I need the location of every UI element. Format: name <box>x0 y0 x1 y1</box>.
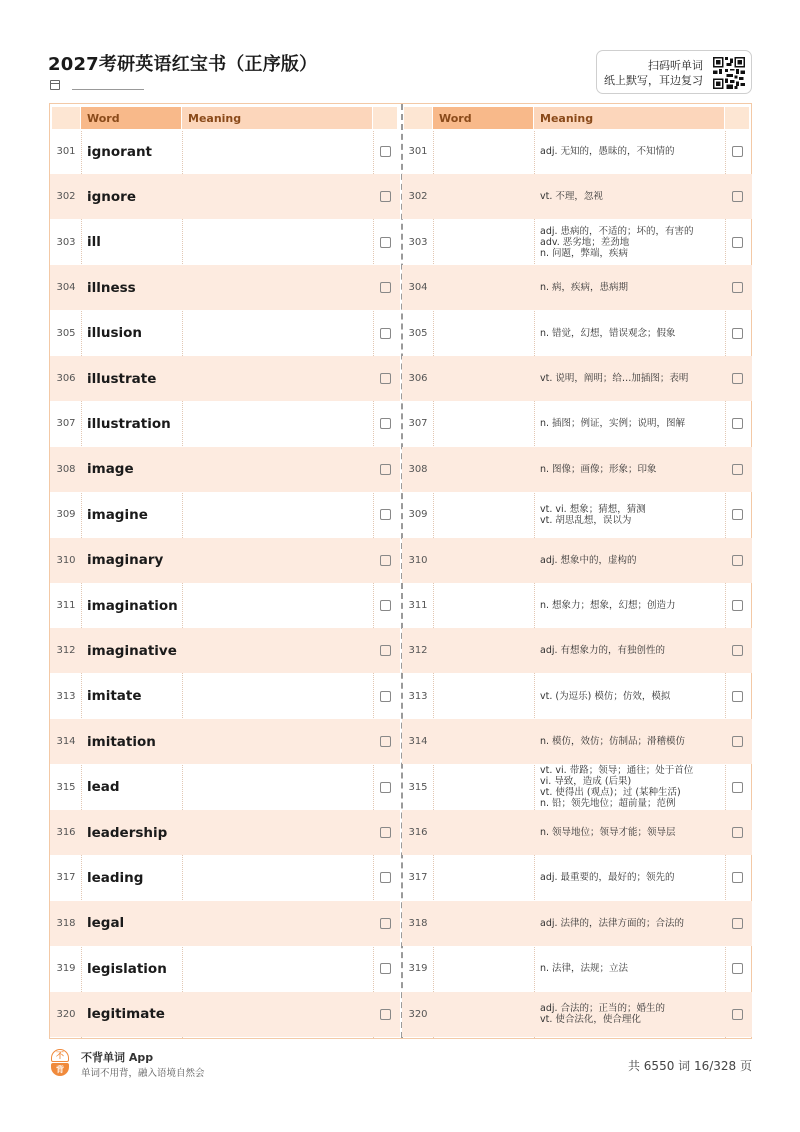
meaning-cell <box>534 265 724 310</box>
table-row <box>50 356 400 401</box>
table-row <box>402 220 752 265</box>
word-cell <box>433 901 533 946</box>
word-cell: imagination <box>87 597 178 614</box>
page-info: 共 6550 词 16/328 页 <box>627 1059 752 1073</box>
meaning-cell <box>534 583 724 628</box>
vocabulary-table <box>49 103 752 1039</box>
row-checkbox[interactable] <box>732 918 743 929</box>
meaning-line: vt. vi. 带路；领导；通往；处于首位 <box>540 765 694 777</box>
table-row <box>50 674 400 719</box>
row-checkbox[interactable] <box>732 1009 743 1020</box>
word-cell: leadership <box>87 824 168 841</box>
row-number: 310 <box>56 554 76 566</box>
footer-slogan: 单词不用背，融入语境自然会 <box>81 1068 205 1079</box>
word-cell: ignore <box>87 188 136 205</box>
row-checkbox[interactable] <box>380 146 391 157</box>
row-checkbox[interactable] <box>380 282 391 293</box>
row-checkbox[interactable] <box>380 872 391 883</box>
meaning-cell <box>182 401 372 446</box>
header-check-cell <box>373 107 397 129</box>
calendar-icon <box>50 80 60 90</box>
table-row <box>402 401 752 446</box>
meaning-cell <box>534 674 724 719</box>
row-number: 320 <box>56 1008 76 1020</box>
word-cell: illustrate <box>87 370 157 387</box>
meaning-line: vt. 使合法化，使合理化 <box>540 1014 641 1026</box>
table-row <box>402 992 752 1037</box>
meaning-cell <box>534 946 724 991</box>
row-checkbox[interactable] <box>380 555 391 566</box>
check-cell <box>725 311 749 356</box>
word-cell: ill <box>87 234 101 251</box>
table-row <box>50 992 400 1037</box>
meaning-line: vt. 不理，忽视 <box>540 191 603 203</box>
row-checkbox[interactable] <box>380 963 391 974</box>
word-cell: illusion <box>87 325 143 342</box>
row-number: 303 <box>408 236 428 248</box>
word-cell <box>433 719 533 764</box>
row-checkbox[interactable] <box>732 645 743 656</box>
meaning-line: n. 插图；例证，实例；说明，图解 <box>540 418 686 430</box>
word-cell <box>433 765 533 810</box>
meaning-cell <box>182 628 372 673</box>
table-row <box>402 719 752 764</box>
meaning-line: n. 问题，弊端，疾病 <box>540 247 629 259</box>
row-checkbox[interactable] <box>380 691 391 702</box>
row-checkbox[interactable] <box>732 373 743 384</box>
table-row <box>50 265 400 310</box>
check-cell <box>373 401 397 446</box>
app-logo-icon <box>51 1049 71 1077</box>
meaning-line: vt. 说明，阐明；给…加插图；表明 <box>540 373 689 384</box>
check-cell <box>725 901 749 946</box>
row-checkbox[interactable] <box>380 736 391 747</box>
meaning-cell <box>182 946 372 991</box>
row-number: 307 <box>56 418 76 430</box>
meaning-line: vi. 导致，造成 (后果) <box>540 776 632 788</box>
meaning-line: adj. 最重要的，最好的；领先的 <box>540 872 675 884</box>
meaning-cell <box>182 855 372 900</box>
meaning-line: adj. 想象中的，虚构的 <box>540 554 637 566</box>
table-row <box>50 583 400 628</box>
meaning-cell <box>534 129 724 174</box>
check-cell <box>373 447 397 492</box>
row-number: 308 <box>56 463 76 475</box>
meaning-line: vt. 使得出 (观点)；过 (某种生活) <box>540 787 681 799</box>
table-row <box>402 492 752 537</box>
check-cell <box>373 583 397 628</box>
table-row <box>50 401 400 446</box>
table-row <box>50 220 400 265</box>
row-checkbox[interactable] <box>732 418 743 429</box>
check-cell <box>373 674 397 719</box>
meaning-cell <box>182 447 372 492</box>
meaning-cell <box>182 992 372 1037</box>
meaning-cell <box>182 220 372 265</box>
meaning-cell <box>182 674 372 719</box>
meaning-cell <box>534 765 724 810</box>
table-row <box>402 628 752 673</box>
word-cell: imitation <box>87 733 156 750</box>
table-row <box>402 538 752 583</box>
check-cell <box>725 719 749 764</box>
word-cell <box>433 356 533 401</box>
check-cell <box>725 447 749 492</box>
meaning-cell <box>182 492 372 537</box>
row-number: 305 <box>56 327 76 339</box>
row-number: 306 <box>56 373 76 384</box>
check-cell <box>725 401 749 446</box>
row-checkbox[interactable] <box>380 418 391 429</box>
meaning-line: n. 领导地位；领导才能；领导层 <box>540 827 676 838</box>
row-number: 317 <box>56 872 76 884</box>
meaning-cell <box>182 174 372 219</box>
word-cell: image <box>87 461 134 478</box>
scan-text <box>604 58 703 88</box>
word-cell <box>433 447 533 492</box>
row-number: 319 <box>56 963 76 975</box>
check-cell <box>373 901 397 946</box>
check-cell <box>725 628 749 673</box>
row-number: 302 <box>408 191 428 203</box>
word-cell <box>433 174 533 219</box>
table-row <box>402 583 752 628</box>
check-cell <box>373 810 397 855</box>
check-cell <box>725 220 749 265</box>
row-checkbox[interactable] <box>732 328 743 339</box>
table-row <box>50 719 400 764</box>
meaning-cell <box>182 265 372 310</box>
meaning-cell <box>534 174 724 219</box>
row-checkbox[interactable] <box>732 691 743 702</box>
table-row <box>402 674 752 719</box>
check-cell <box>373 311 397 356</box>
check-cell <box>725 492 749 537</box>
header-num-cell <box>404 107 432 129</box>
meaning-line: adj. 有想象力的，有独创性的 <box>540 645 666 657</box>
row-checkbox[interactable] <box>732 146 743 157</box>
meaning-cell <box>534 356 724 401</box>
meaning-cell <box>182 538 372 583</box>
check-cell <box>373 174 397 219</box>
table-row <box>50 810 400 855</box>
word-cell <box>433 129 533 174</box>
word-cell: imaginary <box>87 552 164 569</box>
row-number: 316 <box>56 827 76 838</box>
check-cell <box>725 855 749 900</box>
row-number: 301 <box>408 146 428 157</box>
table-row <box>402 174 752 219</box>
check-cell <box>725 538 749 583</box>
footer-app-name: 不背单词 App <box>81 1051 154 1064</box>
row-checkbox[interactable] <box>380 645 391 656</box>
check-cell <box>373 356 397 401</box>
word-cell <box>433 492 533 537</box>
row-number: 320 <box>408 1008 428 1020</box>
row-checkbox[interactable] <box>380 373 391 384</box>
word-cell <box>433 538 533 583</box>
row-number: 312 <box>408 645 428 657</box>
row-number: 301 <box>56 146 76 157</box>
row-number: 307 <box>408 418 428 430</box>
word-cell <box>433 992 533 1037</box>
row-number: 304 <box>408 282 428 294</box>
word-cell <box>433 628 533 673</box>
header-word: Word <box>81 107 181 129</box>
row-number: 318 <box>56 917 76 929</box>
check-cell <box>373 220 397 265</box>
meaning-cell <box>534 401 724 446</box>
table-row <box>402 265 752 310</box>
meaning-line: vt. 胡思乱想，误以为 <box>540 514 632 526</box>
row-number: 316 <box>408 827 428 838</box>
row-checkbox[interactable] <box>732 237 743 248</box>
meaning-cell <box>182 719 372 764</box>
header-meaning: Meaning <box>534 107 724 129</box>
table-row <box>402 765 752 810</box>
check-cell <box>373 492 397 537</box>
meaning-line: adv. 恶劣地；差劲地 <box>540 236 630 248</box>
word-cell: legal <box>87 915 125 932</box>
row-checkbox[interactable] <box>380 827 391 838</box>
row-number: 319 <box>408 963 428 975</box>
logo-bottom: 背 <box>51 1063 69 1076</box>
meaning-line: adj. 合法的；正当的；婚生的 <box>540 1003 666 1015</box>
meaning-cell <box>534 719 724 764</box>
check-cell <box>373 719 397 764</box>
row-number: 309 <box>408 509 428 521</box>
row-number: 311 <box>408 600 428 611</box>
row-checkbox[interactable] <box>380 1009 391 1020</box>
word-cell: legislation <box>87 960 167 977</box>
meaning-line: adj. 法律的，法律方面的；合法的 <box>540 917 685 929</box>
check-cell <box>725 810 749 855</box>
table-row <box>50 901 400 946</box>
header-meaning: Meaning <box>182 107 372 129</box>
table-row <box>50 174 400 219</box>
meaning-cell <box>182 356 372 401</box>
word-cell: legitimate <box>87 1006 165 1023</box>
check-cell <box>725 992 749 1037</box>
row-checkbox[interactable] <box>380 918 391 929</box>
check-cell <box>725 765 749 810</box>
row-checkbox[interactable] <box>380 191 391 202</box>
check-cell <box>373 992 397 1037</box>
check-cell <box>725 129 749 174</box>
check-cell <box>725 174 749 219</box>
meaning-line: vt. (为逗乐) 模仿；仿效，模拟 <box>540 690 671 702</box>
check-cell <box>373 265 397 310</box>
row-checkbox[interactable] <box>732 555 743 566</box>
table-row <box>50 492 400 537</box>
scan-panel[interactable] <box>596 50 752 94</box>
row-number: 306 <box>408 373 428 384</box>
meaning-line: vt. vi. 想象；猜想，猜测 <box>540 503 646 515</box>
meaning-line: n. 铅；领先地位；超前量；范例 <box>540 798 676 810</box>
row-checkbox[interactable] <box>732 282 743 293</box>
word-cell <box>433 810 533 855</box>
meaning-line: n. 法律，法规；立法 <box>540 963 629 975</box>
meaning-line: adj. 无知的，愚昧的，不知情的 <box>540 146 675 157</box>
row-number: 317 <box>408 872 428 884</box>
meaning-cell <box>182 765 372 810</box>
table-row <box>402 810 752 855</box>
word-cell <box>433 674 533 719</box>
date-row <box>50 80 144 90</box>
word-cell <box>433 946 533 991</box>
header-check-cell <box>725 107 749 129</box>
table-row <box>402 946 752 991</box>
meaning-cell <box>534 538 724 583</box>
row-checkbox[interactable] <box>380 237 391 248</box>
table-row <box>402 447 752 492</box>
row-checkbox[interactable] <box>380 509 391 520</box>
meaning-cell <box>182 129 372 174</box>
check-cell <box>725 583 749 628</box>
row-number: 309 <box>56 509 76 521</box>
row-checkbox[interactable] <box>380 328 391 339</box>
check-cell <box>725 265 749 310</box>
table-row <box>402 901 752 946</box>
row-number: 315 <box>408 781 428 793</box>
row-number: 310 <box>408 554 428 566</box>
row-number: 303 <box>56 236 76 248</box>
table-row <box>402 855 752 900</box>
row-checkbox[interactable] <box>732 464 743 475</box>
table-row <box>50 447 400 492</box>
header-num-cell <box>52 107 80 129</box>
row-number: 302 <box>56 191 76 203</box>
word-cell <box>433 311 533 356</box>
word-cell: ignorant <box>87 143 153 160</box>
date-blank-line <box>72 80 144 90</box>
table-row <box>402 311 752 356</box>
row-number: 318 <box>408 917 428 929</box>
meaning-line: n. 图像；画像；形象；印象 <box>540 463 657 475</box>
meaning-cell <box>534 992 724 1037</box>
meaning-cell <box>534 855 724 900</box>
table-row <box>50 946 400 991</box>
row-number: 312 <box>56 645 76 657</box>
meaning-cell <box>534 901 724 946</box>
check-cell <box>373 855 397 900</box>
table-row <box>402 129 752 174</box>
row-number: 304 <box>56 282 76 294</box>
table-row <box>402 356 752 401</box>
word-cell: imaginative <box>87 642 177 659</box>
word-cell <box>433 583 533 628</box>
row-checkbox[interactable] <box>732 782 743 793</box>
meaning-line: adj. 患病的，不适的；坏的，有害的 <box>540 225 694 237</box>
qr-code-icon[interactable] <box>713 57 745 89</box>
row-number: 315 <box>56 781 76 793</box>
scan-line-2: 纸上默写，耳边复习 <box>604 74 703 87</box>
word-cell <box>433 265 533 310</box>
header-word: Word <box>433 107 533 129</box>
meaning-cell <box>182 810 372 855</box>
word-cell: illustration <box>87 415 171 432</box>
table-row <box>50 311 400 356</box>
row-checkbox[interactable] <box>732 872 743 883</box>
check-cell <box>373 946 397 991</box>
row-checkbox[interactable] <box>380 464 391 475</box>
row-checkbox[interactable] <box>380 782 391 793</box>
word-cell <box>433 855 533 900</box>
meaning-cell <box>534 628 724 673</box>
row-checkbox[interactable] <box>732 827 743 838</box>
check-cell <box>725 356 749 401</box>
logo-top: 不 <box>51 1049 69 1062</box>
meaning-cell <box>534 447 724 492</box>
meaning-cell <box>534 492 724 537</box>
row-number: 313 <box>408 690 428 702</box>
row-checkbox[interactable] <box>732 736 743 747</box>
table-row <box>50 538 400 583</box>
meaning-cell <box>182 311 372 356</box>
word-cell: leading <box>87 869 144 886</box>
row-checkbox[interactable] <box>380 600 391 611</box>
row-number: 314 <box>56 736 76 748</box>
row-checkbox[interactable] <box>732 600 743 611</box>
word-cell: imagine <box>87 506 148 523</box>
row-checkbox[interactable] <box>732 509 743 520</box>
word-cell: imitate <box>87 688 142 705</box>
table-row <box>50 628 400 673</box>
left-half-table <box>50 104 400 1038</box>
row-checkbox[interactable] <box>732 191 743 202</box>
meaning-line: n. 想象力；想象，幻想；创造力 <box>540 600 676 611</box>
word-cell: lead <box>87 779 120 796</box>
meaning-cell <box>182 583 372 628</box>
meaning-cell <box>534 311 724 356</box>
check-cell <box>725 674 749 719</box>
row-checkbox[interactable] <box>732 963 743 974</box>
check-cell <box>373 538 397 583</box>
word-cell <box>433 220 533 265</box>
check-cell <box>725 946 749 991</box>
table-row <box>50 855 400 900</box>
check-cell <box>373 765 397 810</box>
meaning-line: n. 病，疾病，患病期 <box>540 282 629 294</box>
right-half-table <box>402 104 752 1038</box>
row-number: 314 <box>408 736 428 748</box>
check-cell <box>373 628 397 673</box>
table-row <box>50 129 400 174</box>
meaning-line: n. 错觉，幻想，错误观念；假象 <box>540 327 676 339</box>
word-cell: illness <box>87 279 136 296</box>
row-number: 308 <box>408 463 428 475</box>
row-number: 305 <box>408 327 428 339</box>
meaning-cell <box>534 810 724 855</box>
row-number: 313 <box>56 690 76 702</box>
meaning-cell <box>534 220 724 265</box>
check-cell <box>373 129 397 174</box>
table-row <box>50 765 400 810</box>
row-number: 311 <box>56 600 76 611</box>
scan-line-1: 扫码听单词 <box>648 59 703 72</box>
page-title: 2027考研英语红宝书（正序版） <box>48 54 318 75</box>
meaning-cell <box>182 901 372 946</box>
meaning-line: n. 模仿，效仿；仿制品；滑稽模仿 <box>540 736 686 748</box>
word-cell <box>433 401 533 446</box>
